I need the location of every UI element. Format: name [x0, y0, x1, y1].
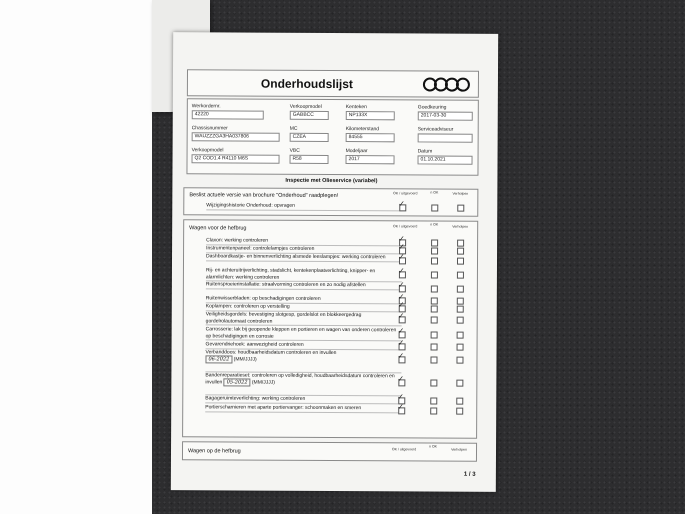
checkbox-verholpen[interactable] — [457, 306, 464, 313]
checkmark-icon: ✓ — [397, 326, 405, 336]
checkbox-nok[interactable] — [431, 344, 438, 351]
vehicle-info-box — [186, 98, 478, 176]
checkbox-verholpen[interactable] — [457, 205, 464, 212]
checklist-row: Ruitensproeierinstallatie: straalvorming controleren en zo nodig afstellen — [206, 281, 402, 290]
checkmark-icon: ✓ — [398, 234, 405, 244]
audi-rings-logo — [422, 76, 472, 92]
checkbox-nok[interactable] — [431, 258, 438, 265]
col-verholpen-header: Verholpen — [452, 191, 469, 196]
checkbox-nok[interactable] — [431, 240, 438, 247]
checkmark-icon: ✓ — [398, 242, 405, 252]
checklist-row: Carrosserie: lak bij geopende kleppen en portieren en wagen van onderen controleren op beschadigingen en corrosie — [206, 326, 402, 341]
col-nok-header: n OK — [430, 222, 439, 227]
checkbox-nok[interactable] — [430, 380, 437, 387]
checkbox-nok[interactable] — [431, 298, 438, 305]
checkmark-icon: ✓ — [397, 311, 405, 321]
col-verholpen-header: Verholpen — [451, 447, 467, 452]
checklist-row: Instrumentenpaneel: controlelampjes controleren — [206, 245, 402, 254]
col-verholpen-header: Verholpen — [452, 224, 469, 229]
brochure-heading: Beslist actuele versie van brochure "Onderhoud" raadplegen! — [189, 192, 339, 200]
col-ok-header: OK / uitgevoerd — [391, 447, 417, 452]
title-box — [187, 69, 479, 98]
checkbox-verholpen[interactable] — [457, 272, 464, 279]
checkmark-icon: ✓ — [397, 402, 404, 412]
checkbox-verholpen[interactable] — [457, 248, 464, 255]
checklist-row: Ruitenwisserbladen: op beschadigingen controleren — [206, 295, 402, 304]
brochure-box — [183, 187, 478, 217]
checklist-row: Wijzigingshistorie Onderhoud: opvragen — [206, 202, 402, 211]
checkmark-icon: ✓ — [397, 266, 405, 276]
checkmark-icon: ✓ — [397, 392, 405, 402]
wagen-op-hefbrug-box — [182, 441, 477, 462]
checkbox-nok[interactable] — [431, 306, 438, 313]
checklist-row: Dashboardkastje- en binnenverlichting alsmede leeslampjes: werking controleren — [206, 253, 402, 262]
document-title: Onderhoudslijst — [260, 76, 353, 92]
box2-heading: Wagen voor de hefbrug — [189, 225, 247, 232]
checkbox-verholpen[interactable] — [456, 357, 463, 364]
field-werkordernr: Werkordernr. 42220 — [192, 103, 264, 119]
field-verkoopmodel-2: Verkoopmodel Q2 COD1.4 R4110 M6S — [192, 147, 280, 163]
checkmark-icon: ✓ — [397, 338, 405, 348]
field-kilometerstand: Kilometerstand 84555 — [346, 126, 418, 142]
field-chassisnummer: Chassisnummer WAUZZZGA3HA037806 — [192, 125, 280, 141]
field-modeljaar: Modeljaar 2017 — [346, 148, 418, 164]
checkmark-icon: ✓ — [398, 252, 405, 262]
checkbox-nok[interactable] — [431, 286, 438, 293]
handwritten-date: 06-2022 — [205, 355, 232, 363]
wagen-voor-hefbrug-box — [182, 219, 478, 439]
checkbox-verholpen[interactable] — [457, 258, 464, 265]
page-number: 1 / 3 — [463, 471, 476, 478]
field-verkoopmodel: Verkoopmodel GABBCC — [290, 104, 362, 120]
checkbox-nok[interactable] — [431, 248, 438, 255]
checklist-row-verbanddoos: Verbanddoos: houdbaarheidsdatum controleren en invullen 06-2022 (MM/JJJJ) — [205, 349, 401, 373]
handwritten-date: 05-2022 — [224, 378, 251, 386]
checklist-row: Veiligheidsgordels: bevestiging slotgesp, gordelslot en blokkeergedrag gordelrolautomaat controleren — [206, 311, 402, 326]
checkbox-verholpen[interactable] — [457, 240, 464, 247]
maintenance-sheet — [171, 32, 498, 492]
checkbox-verholpen[interactable] — [457, 298, 464, 305]
checklist-row: Rij- en achteruitrijverlichting, stadslicht, kentekenplaatverlichting, knipper- en alarmlichten: werking controleren — [206, 267, 402, 282]
checkbox-nok[interactable] — [431, 332, 438, 339]
field-kenteken: Kenteken NP133X — [346, 104, 418, 120]
checkbox-verholpen[interactable] — [456, 380, 463, 387]
checkmark-icon: ✓ — [397, 374, 405, 384]
checkmark-icon: ✓ — [397, 351, 405, 361]
checkbox-verholpen[interactable] — [457, 344, 464, 351]
checkbox-verholpen[interactable] — [456, 408, 463, 415]
background-left — [0, 0, 152, 514]
checklist-row: Gevarendriehoek: aanwezigheid controleren — [206, 341, 402, 350]
field-goedkeuring: Goedkeuring 2017-03-30 — [418, 104, 473, 120]
checkmark-icon: ✓ — [397, 300, 405, 310]
checkbox-nok[interactable] — [430, 398, 437, 405]
field-mc: MC CZEA — [290, 126, 362, 142]
checkbox-nok[interactable] — [431, 205, 438, 212]
checkmark-icon: ✓ — [398, 199, 406, 209]
col-nok-header: n OK — [429, 444, 438, 449]
checkbox-verholpen[interactable] — [457, 286, 464, 293]
col-nok-header: n OK — [430, 190, 439, 195]
section-title: Inspectie met Olieservice (variabel) — [285, 177, 378, 185]
checkbox-nok[interactable] — [430, 408, 437, 415]
checklist-row: Koplampen: controleren op verstelling — [206, 303, 402, 312]
checkbox-verholpen[interactable] — [457, 317, 464, 324]
checkmark-icon: ✓ — [397, 280, 405, 290]
checkmark-icon: ✓ — [397, 292, 405, 302]
field-datum: Datum 01.10.2021 — [418, 148, 473, 164]
field-vbc: VBC R58 — [290, 148, 362, 164]
checkbox-nok[interactable] — [430, 357, 437, 364]
checklist-row: Portierscharnieren met aparte portiervanger: schoonmaken en smeren — [205, 404, 401, 413]
col-ok-header: OK / uitgevoerd — [393, 191, 418, 196]
col-ok-header: OK / uitgevoerd — [393, 224, 418, 229]
checkbox-nok[interactable] — [431, 317, 438, 324]
checklist-row-banden: Bandenreparatieset: controleren op volledigheid, houdbaarheidsdatum controleren en invullen 05-2022 (MM/JJJJ) — [205, 372, 401, 396]
checklist-row: Bagageruimteverlichting: werking controleren — [205, 395, 401, 404]
checkbox-verholpen[interactable] — [456, 398, 463, 405]
checkbox-nok[interactable] — [431, 272, 438, 279]
checkbox-verholpen[interactable] — [457, 332, 464, 339]
checklist-row: Claxon: werking controleren — [206, 237, 402, 246]
field-serviceadviseur: Serviceadviseur — [418, 126, 473, 142]
box3-heading: Wagen op de hefbrug — [187, 448, 241, 455]
